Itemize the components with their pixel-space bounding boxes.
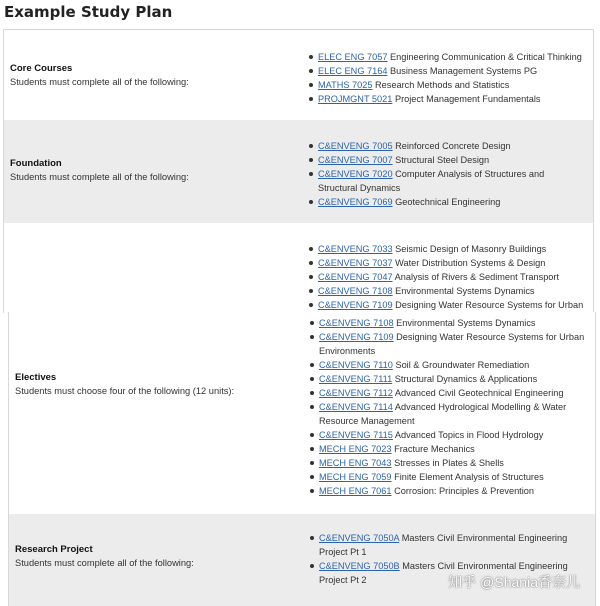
course-item	[310, 531, 590, 559]
course-code-link[interactable]: C&ENVENG 7108	[319, 318, 394, 328]
page-title: Example Study Plan	[4, 3, 173, 21]
row-title: Electives	[15, 372, 57, 383]
row-research-project	[9, 514, 595, 606]
course-code-link[interactable]: C&ENVENG 7069	[318, 197, 393, 207]
course-code-link[interactable]: C&ENVENG 7109	[318, 300, 393, 310]
course-name: Structural Dynamics & Applications	[394, 374, 538, 384]
course-name: Water Distribution Systems & Design	[395, 258, 546, 268]
course-list	[309, 50, 589, 106]
course-name: Structural Steel Design	[395, 155, 490, 165]
course-item	[310, 428, 590, 442]
course-name: Designing Water Resource Systems for Urban	[395, 300, 584, 310]
course-code-link[interactable]: MECH ENG 7061	[319, 486, 392, 496]
row-title: Foundation	[10, 158, 62, 169]
course-name: Soil & Groundwater Remediation	[395, 360, 530, 370]
course-item	[309, 92, 589, 106]
course-name: Stresses in Plates & Shells	[394, 458, 504, 468]
course-item	[309, 153, 584, 167]
course-code-link[interactable]: MATHS 7025	[318, 80, 373, 90]
course-item	[310, 484, 590, 498]
course-item	[310, 330, 590, 358]
course-name: Project Management Fundamentals	[394, 94, 541, 104]
course-item	[309, 242, 594, 256]
course-name: Masters Civil Environmental Engineering Project Pt 1	[319, 533, 568, 557]
course-code-link[interactable]: C&ENVENG 7047	[318, 272, 393, 282]
course-item	[309, 195, 584, 209]
row-description: Students must choose four of the following (12 units):	[15, 386, 235, 396]
course-code-link[interactable]: C&ENVENG 7005	[318, 141, 393, 151]
course-code-link[interactable]: C&ENVENG 7112	[319, 388, 393, 398]
course-name: Designing Water Resource Systems for Urban Environments	[319, 332, 585, 356]
course-name: Masters Civil Environmental Engineering Project Pt 2	[319, 561, 568, 585]
course-name: Fracture Mechanics	[394, 444, 475, 454]
course-code-link[interactable]: C&ENVENG 7050A	[319, 533, 400, 543]
study-plan-table-bottom	[8, 312, 596, 606]
course-item	[310, 456, 590, 470]
course-code-link[interactable]: C&ENVENG 7020	[318, 169, 393, 179]
study-plan-table-top	[3, 29, 594, 313]
course-name: Environmental Systems Dynamics	[395, 286, 535, 296]
course-name: Geotechnical Engineering	[395, 197, 501, 207]
course-item	[309, 298, 594, 312]
course-code-link[interactable]: C&ENVENG 7007	[318, 155, 393, 165]
course-name: Advanced Hydrological Modelling & Water Resource Management	[319, 402, 567, 426]
course-item	[309, 64, 589, 78]
course-name: Finite Element Analysis of Structures	[394, 472, 544, 482]
course-code-link[interactable]: C&ENVENG 7108	[318, 286, 393, 296]
course-name: Advanced Civil Geotechnical Engineering	[394, 388, 564, 398]
row-description: Students must complete all of the following:	[15, 558, 194, 568]
course-name: Reinforced Concrete Design	[395, 141, 511, 151]
course-name: Corrosion: Principles & Prevention	[394, 486, 534, 496]
course-name: Computer Analysis of Structures and Structural Dynamics	[318, 169, 545, 193]
row-description: Students must complete all of the following:	[10, 172, 189, 182]
course-item	[309, 256, 594, 270]
row-core-courses	[4, 30, 593, 121]
watermark-text: 知乎 @Shania香奈儿	[448, 574, 580, 590]
course-item	[309, 139, 584, 153]
row-title: Research Project	[15, 544, 93, 555]
course-item	[310, 386, 590, 400]
course-code-link[interactable]: C&ENVENG 7037	[318, 258, 393, 268]
course-code-link[interactable]: ELEC ENG 7057	[318, 52, 388, 62]
course-code-link[interactable]: MECH ENG 7043	[319, 458, 392, 468]
course-code-link[interactable]: C&ENVENG 7109	[319, 332, 394, 342]
row-description: Students must complete all of the following:	[10, 77, 189, 87]
course-item	[309, 167, 584, 195]
course-code-link[interactable]: PROJMGNT 5021	[318, 94, 393, 104]
course-name: Environmental Systems Dynamics	[396, 318, 536, 328]
course-code-link[interactable]: C&ENVENG 7115	[319, 430, 393, 440]
course-item	[310, 470, 590, 484]
course-code-link[interactable]: ELEC ENG 7164	[318, 66, 388, 76]
course-name: Seismic Design of Masonry Buildings	[395, 244, 547, 254]
course-name: Engineering Communication & Critical Thinking	[390, 52, 582, 62]
course-item	[309, 270, 594, 284]
row-foundation	[4, 120, 593, 224]
course-item	[309, 284, 594, 298]
course-item	[309, 50, 589, 64]
course-item	[310, 400, 590, 428]
course-code-link[interactable]: C&ENVENG 7110	[319, 360, 393, 370]
course-item	[309, 78, 589, 92]
course-name: Advanced Topics in Flood Hydrology	[394, 430, 544, 440]
course-code-link[interactable]: C&ENVENG 7114	[319, 402, 393, 412]
course-code-link[interactable]: MECH ENG 7023	[319, 444, 392, 454]
course-name: Business Management Systems PG	[390, 66, 538, 76]
course-name: Research Methods and Statistics	[375, 80, 510, 90]
course-code-link[interactable]: C&ENVENG 7111	[319, 374, 393, 384]
course-list	[309, 242, 594, 312]
course-code-link[interactable]: C&ENVENG 7050B	[319, 561, 400, 571]
course-item	[310, 372, 590, 386]
course-list	[310, 316, 590, 498]
course-code-link[interactable]: C&ENVENG 7033	[318, 244, 393, 254]
row-electives-partial	[4, 223, 593, 313]
course-item	[310, 316, 590, 330]
row-title: Core Courses	[10, 63, 73, 74]
course-item	[310, 442, 590, 456]
course-item	[310, 358, 590, 372]
course-code-link[interactable]: MECH ENG 7059	[319, 472, 392, 482]
course-name: Analysis of Rivers & Sediment Transport	[394, 272, 560, 282]
course-list	[309, 139, 584, 209]
row-electives	[9, 312, 595, 515]
